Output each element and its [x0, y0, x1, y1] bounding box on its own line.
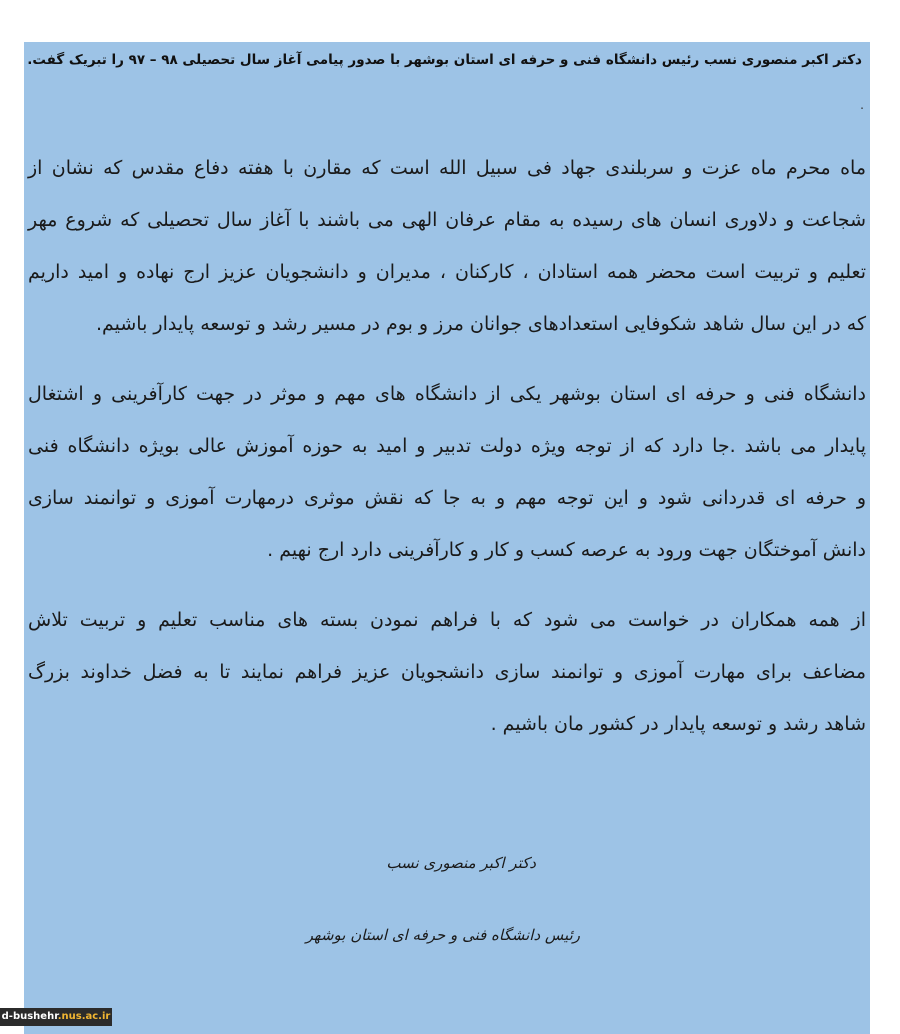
paragraph-line: شاهد رشد و توسعه پایدار در کشور مان باشیم . [490, 713, 866, 735]
signature-name: دکتر اکبر منصوری نسب [386, 854, 536, 872]
paragraph-line: که در این سال شاهد شکوفایی استعدادهای جوانان مرز و بوم در مسیر رشد و توسعه پایدار باشیم. [95, 313, 866, 335]
paragraph-2 [28, 368, 866, 576]
paragraph-line: دانش آموختگان جهت ورود به عرصه کسب و کار و کارآفرینی دارد ارج نهیم . [267, 539, 866, 561]
paragraph-line: شجاعت و دلاوری انسان های رسیده به مقام عرفان الهی می باشند با آغاز سال تحصیلی که شروع مهر [28, 209, 866, 231]
paragraph-line: از همه همکاران در خواست می شود که با فراهم نمودن بسته های مناسب تعلیم و تربیت تلاش [28, 609, 866, 631]
paragraph-3 [28, 594, 866, 750]
paragraph-1 [28, 142, 866, 350]
paragraph-line: مضاعف برای مهارت آموزی و توانمند سازی دانشجویان عزیز فراهم نمایند تا به فضل خداوند بزرگ [28, 661, 866, 683]
paragraph-line: تعلیم و تربیت است محضر همه استادان ، کارکنان ، مدیران و دانشجویان عزیز ارج نهاده و امید داریم [28, 261, 866, 283]
signature-title: رئیس دانشگاه فنی و حرفه ای استان بوشهر [305, 926, 580, 944]
watermark-domain: .nus.ac.ir [57, 1011, 111, 1022]
stray-dot: . [860, 98, 864, 112]
paragraph-line: دانشگاه فنی و حرفه ای استان بوشهر یکی از دانشگاه های مهم و موثر در جهت کارآفرینی و اشتغال [28, 383, 866, 405]
news-headline: دکتر اکبر منصوری نسب رئیس دانشگاه فنی و حرفه ای استان بوشهر با صدور پیامی آغاز سال تحصیلی ۹۸ – ۹۷ را تبریک گفت. [27, 52, 862, 68]
content-panel [24, 42, 870, 1034]
paragraph-line: پایدار می باشد .جا دارد که از توجه ویژه دولت تدبیر و امید به حوزه آموزش عالی بویژه دانشگاه فنی [28, 435, 866, 457]
paragraph-line: ماه محرم ماه عزت و سربلندی جهاد فی سبیل الله است که مقارن با هفته دفاع مقدس که نشان از [28, 157, 866, 179]
paragraph-line: و حرفه ای قدردانی شود و این توجه مهم و به جا که نقش موثری درمهارت آموزی و توانمند سازی [28, 487, 866, 509]
site-watermark [0, 1008, 112, 1026]
watermark-prefix: d-bushehr [1, 1011, 58, 1022]
